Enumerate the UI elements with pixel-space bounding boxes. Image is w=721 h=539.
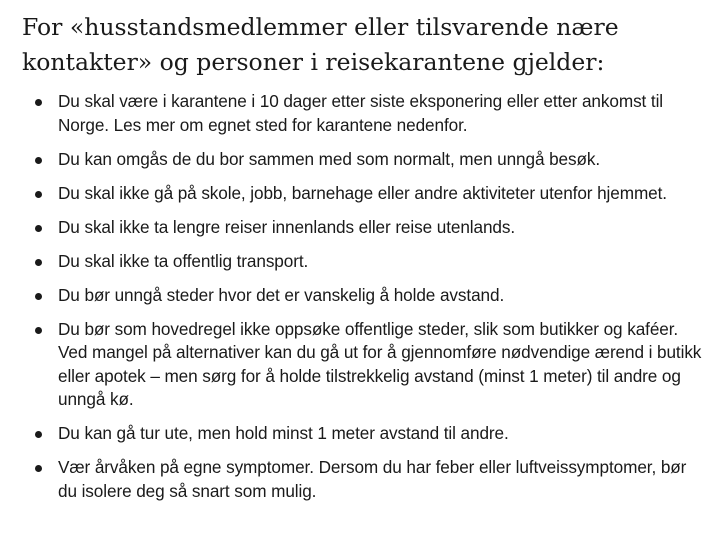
list-item-text: Du kan omgås de du bor sammen med som normalt, men unngå besøk.	[58, 148, 601, 169]
list-item-text: Du bør som hovedregel ikke oppsøke offentlige steder, slik som butikker og kaféer. Ved mangel på alternativer kan du gå ut for å gjennomføre nødvendige ærend i butikk eller apotek – men sørg for å holde tilstrekkelig avstand (minst 1 meter) til andre og unngå kø.	[58, 318, 702, 409]
rules-list	[22, 90, 702, 503]
bullet-icon	[35, 225, 42, 232]
bullet-icon	[35, 157, 42, 164]
bullet-icon	[35, 99, 42, 106]
bullet-icon	[35, 259, 42, 266]
list-item	[22, 284, 702, 308]
bullet-icon	[35, 431, 42, 438]
section-heading: For «husstandsmedlemmer eller tilsvarende nære kontakter» og personer i reisekarantene gjelder:	[22, 13, 619, 76]
bullet-icon	[35, 191, 42, 198]
list-item-text: Du kan gå tur ute, men hold minst 1 meter avstand til andre.	[58, 423, 509, 443]
list-item	[22, 216, 702, 240]
list-item-text: Du skal ikke ta lengre reiser innenlands eller reise utenlands.	[58, 216, 516, 237]
list-item	[22, 422, 702, 446]
list-item	[22, 250, 702, 274]
list-item	[22, 148, 702, 172]
quarantine-rules-section	[22, 10, 702, 514]
list-item-text: Du skal være i karantene i 10 dager etter siste eksponering eller etter ankomst til Norge. Les mer om egnet sted for karantene nedenfor.	[58, 91, 664, 135]
list-item-text: Du skal ikke ta offentlig transport.	[58, 250, 309, 271]
bullet-icon	[35, 293, 42, 300]
bullet-icon	[35, 327, 42, 334]
list-item-text: Vær årvåken på egne symptomer. Dersom du har feber eller luftveissymptomer, bør du isolere deg så snart som mulig.	[58, 457, 687, 501]
bullet-icon	[35, 465, 42, 472]
list-item-text: Du bør unngå steder hvor det er vanskelig å holde avstand.	[58, 284, 505, 305]
list-item-text: Du skal ikke gå på skole, jobb, barnehage eller andre aktiviteter utenfor hjemmet.	[58, 182, 667, 203]
list-item	[22, 90, 702, 137]
list-item	[22, 318, 702, 412]
list-item	[22, 456, 702, 503]
list-item	[22, 182, 702, 206]
